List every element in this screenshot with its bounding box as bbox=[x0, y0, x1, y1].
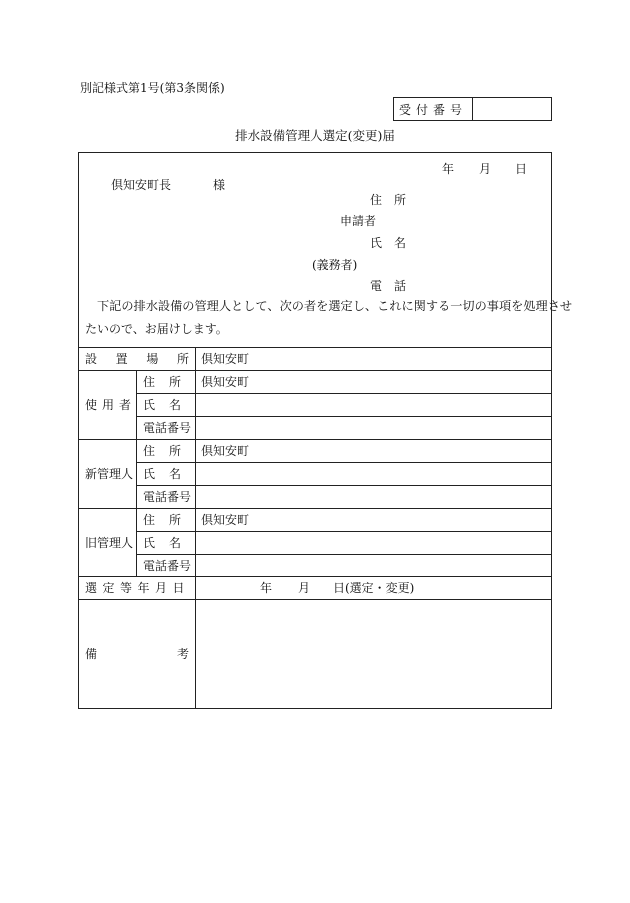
new-manager-group-label: 新管理人 bbox=[85, 467, 134, 481]
new-manager-address-value[interactable]: 倶知安町 bbox=[201, 444, 250, 458]
obligor-label: (義務者) bbox=[312, 258, 358, 272]
form-reference: 別記様式第1号(第3条関係) bbox=[80, 81, 225, 95]
user-name-label: 氏名 bbox=[143, 398, 196, 412]
location-value[interactable]: 倶知安町 bbox=[201, 352, 250, 366]
date-year-label: 年 bbox=[442, 162, 455, 176]
receipt-number-box bbox=[393, 97, 552, 121]
location-label: 設 置 場 所 bbox=[85, 352, 189, 366]
document-title: 排水設備管理人選定(変更)届 bbox=[235, 128, 395, 143]
applicant-address-label: 住 所 bbox=[370, 193, 407, 207]
applicant-name-label: 氏 名 bbox=[370, 236, 407, 250]
date-month-label: 月 bbox=[479, 162, 492, 176]
old-manager-group-label: 旧管理人 bbox=[85, 536, 134, 550]
old-manager-name-label: 氏名 bbox=[143, 536, 196, 550]
applicant-phone-label: 電 話 bbox=[370, 279, 407, 293]
remarks-field[interactable] bbox=[196, 600, 551, 708]
old-manager-phone-label: 電話番号 bbox=[143, 559, 192, 573]
receipt-number-label: 受付番号 bbox=[394, 98, 473, 121]
new-manager-address-label: 住所 bbox=[143, 444, 196, 458]
user-address-label: 住所 bbox=[143, 375, 196, 389]
addressee: 倶知安町長 bbox=[111, 178, 172, 192]
user-group-label: 使用者 bbox=[85, 398, 137, 412]
date-day-label: 日 bbox=[515, 162, 528, 176]
remarks-label: 備 考 bbox=[85, 647, 189, 661]
addressee-honorific: 様 bbox=[213, 178, 226, 192]
body-text-line-1: 下記の排水設備の管理人として、次の者を選定し、これに関する一切の事項を処理させ bbox=[97, 299, 573, 313]
receipt-number-field[interactable] bbox=[473, 98, 552, 121]
selection-date-label: 選定等年月日 bbox=[85, 581, 191, 595]
selection-year-label: 年 bbox=[260, 581, 273, 595]
user-phone-label: 電話番号 bbox=[143, 421, 192, 435]
body-text-line-2: たいので、お届けします。 bbox=[85, 322, 228, 336]
selection-month-label: 月 bbox=[298, 581, 311, 595]
new-manager-name-label: 氏名 bbox=[143, 467, 196, 481]
form-frame bbox=[78, 152, 573, 709]
old-manager-address-label: 住所 bbox=[143, 513, 196, 527]
user-address-value[interactable]: 倶知安町 bbox=[201, 375, 250, 389]
new-manager-phone-label: 電話番号 bbox=[143, 490, 192, 504]
applicant-label: 申請者 bbox=[340, 214, 377, 228]
old-manager-address-value[interactable]: 倶知安町 bbox=[201, 513, 250, 527]
selection-day-type-label: 日(選定・変更) bbox=[333, 581, 415, 595]
